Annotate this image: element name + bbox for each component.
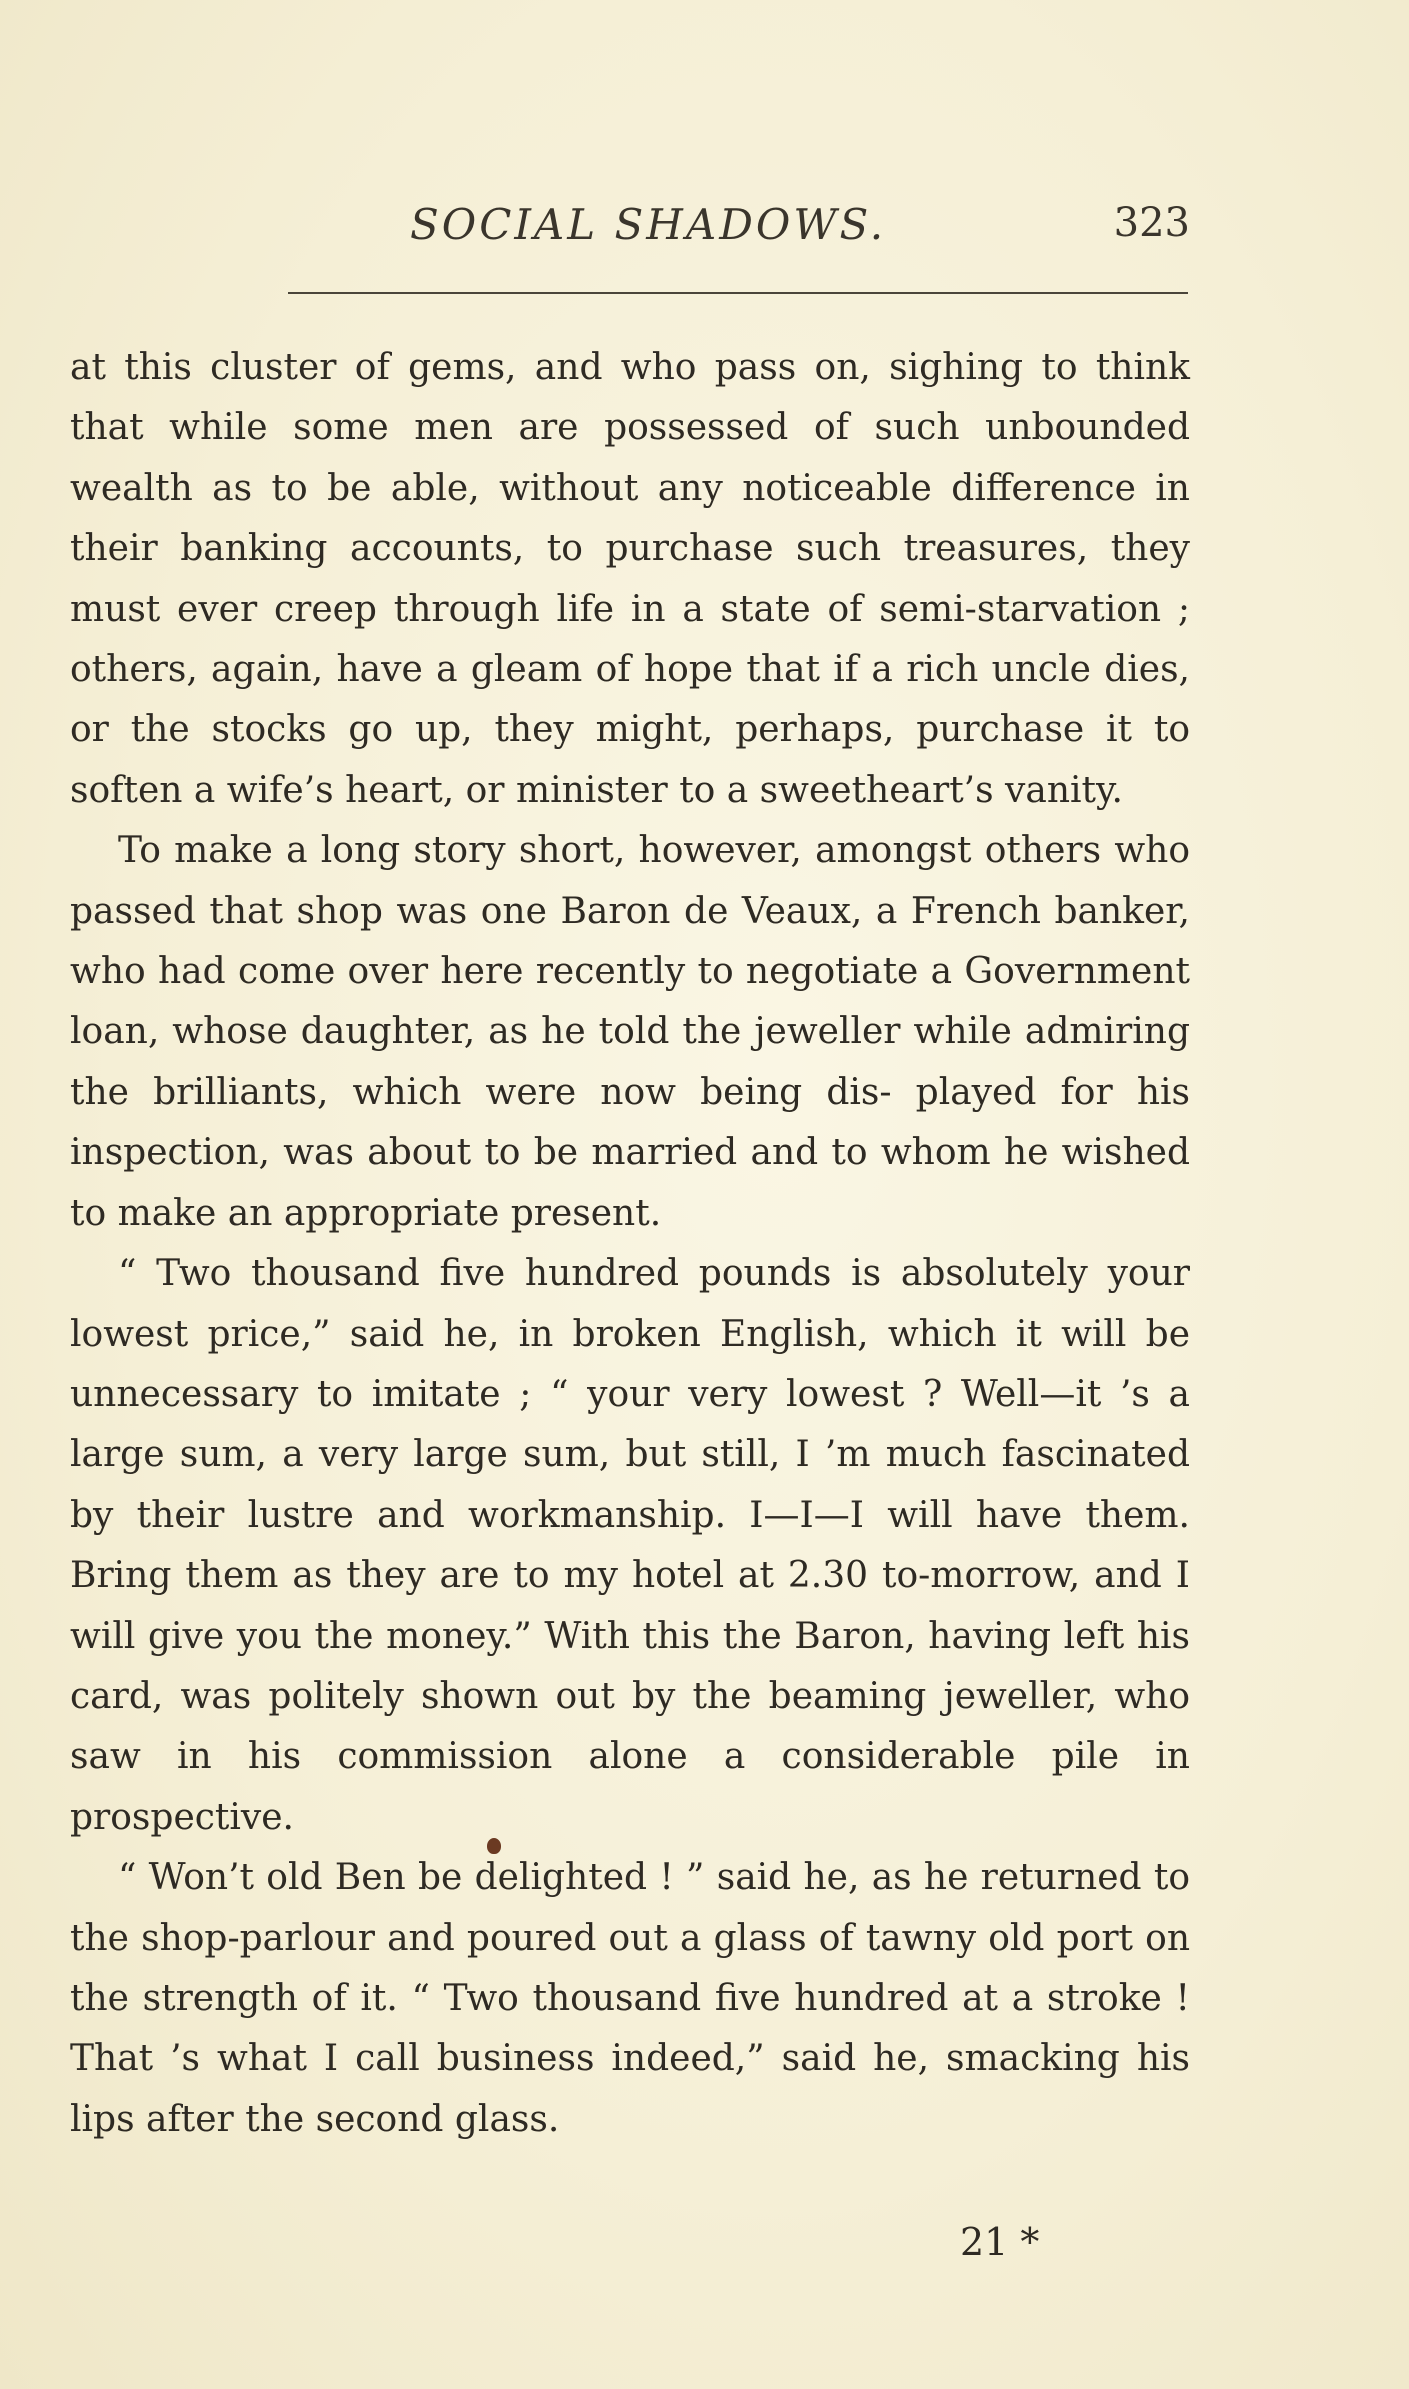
running-title: SOCIAL SHADOWS. <box>410 200 887 249</box>
header-rule <box>288 292 1188 294</box>
paragraph: at this cluster of gems, and who pass on, sighing to think that while some men are possessed of such unbounded wealth as to be able, without any noticeable difference in their banking accounts, to purchase such treasures, they must ever creep through life in a state of semi-starvation ; others, again, have a gleam of hope that if a rich uncle dies, or the stocks go up, they might, perhaps, purchase it to soften a wife’s heart, or minister to a sweetheart’s vanity. <box>70 347 1190 811</box>
paragraph: To make a long story short, however, amongst others who passed that shop was one Baron de Veaux, a French banker, who had come over here recently to negotiate a Government loan, whose daughter, as he told the jeweller while admiring the brilliants, which were now being dis- played for his inspection, was about to be married and to whom he wished to make an appropriate present. <box>70 830 1190 1234</box>
signature-mark: 21 * <box>960 2220 1040 2264</box>
page-number: 323 <box>1113 200 1190 246</box>
body-text <box>70 338 1190 2150</box>
paragraph: “ Won’t old Ben be delighted ! ” said he, as he returned to the shop-parlour and poured out a glass of tawny old port on the strength of it. “ Two thousand five hundred at a stroke ! That ’s what I call business indeed,” said he, smacking his lips after the second glass. <box>70 1857 1190 2140</box>
ink-blot <box>487 1838 501 1854</box>
paragraph: “ Two thousand five hundred pounds is absolutely your lowest price,” said he, in broken English, which it will be unnecessary to imitate ; “ your very lowest ? Well—it ’s a large sum, a very large sum, but still, I ’m much fascinated by their lustre and workmanship. I—I—I will have them. Bring them as they are to my hotel at 2.30 to-morrow, and I will give you the money.” With this the Baron, having left his card, was politely shown out by the beaming jeweller, who saw in his commission alone a considerable pile in prospective. <box>70 1253 1190 1838</box>
page-header <box>290 200 1190 260</box>
